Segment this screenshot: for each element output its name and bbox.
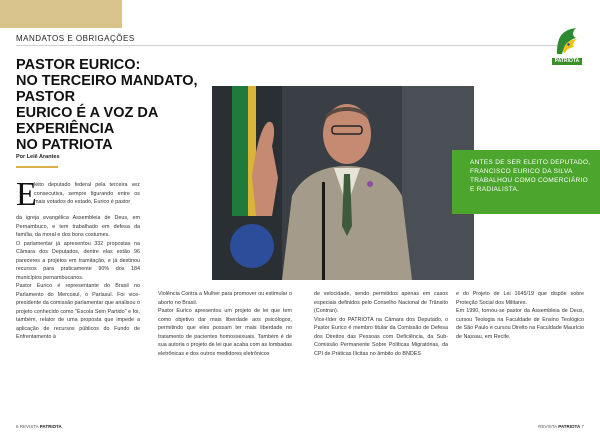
- paragraph: Pastor Eurico é representante do Brasil no Parlamento do Mercosul, o Parlasul. Foi vice-presidente da comissão parlamentar que analisou o projeto conhecido como "Escola Sem Partido" e foi, também, relator de uma proposta que impede a aplicação de recursos públicos do Fundo de Enfrentamento à: [16, 283, 140, 340]
- paragraph: Em 1990, tornou-se pastor da Assembleia de Deus, cursou Teologia na Faculdade de Ensino Teológico de São Paulo e cursou Direito na Faculdade Maurício de Nassau, em Recife.: [456, 308, 584, 340]
- paragraph: Vice-líder do PATRIOTA na Câmara dos Deputado, o Pastor Eurico é membro titular da Comissão de Defesa dos Direitos das Pessoas com Deficiência, da Sub-Comissão Permanente Sobre Políticas Migratórias, da CPI de Práticas Ilícitas no âmbito do BNDES: [314, 316, 448, 357]
- article-title: [16, 57, 206, 153]
- paragraph: Pastor Eurico apresentou um projeto de lei que tem como objetivo dar mais liberdade aos psicólogos, permitindo que eles possam ter mais liberdade no tratamento de pacientes homossexuais. Também é de sua autoria o projeto de lei que acaba com as lombadas eletrônicas e dos outros medidores eletrônicos: [158, 308, 292, 357]
- paragraph: leito deputado federal pela terceira vez consecutiva, sempre figurando entre os mais votados do estado, Eurico é pastor: [34, 182, 140, 205]
- deputy-photo: [212, 86, 474, 280]
- article-column-4: [456, 290, 584, 341]
- article-column-2: [158, 290, 292, 358]
- callout-text: ANTES DE SER ELEITO DEPUTADO, FRANCISCO EURICO DA SILVA TRABALHOU COMO COMERCIÁRIO E RADIALISTA.: [470, 159, 591, 193]
- logo-wordmark: PATRIOTA: [552, 58, 582, 65]
- paragraph: da igreja evangélica Assembleia de Deus, em Pernambuco, e tem trabalhado em defesa da família, da moral e dos bons costumes.: [16, 215, 140, 238]
- flag-logo-icon: [552, 24, 582, 58]
- footer-brand: REVISTA: [538, 424, 557, 429]
- footer-left: [16, 424, 62, 429]
- footer-right: [538, 424, 584, 429]
- section-divider: [16, 45, 572, 46]
- paragraph: e do Projeto de Lei 1645/19 que dispõe sobre Proteção Social dos Militares.: [456, 291, 584, 306]
- byline: Por Leiê Arantes: [16, 154, 60, 160]
- drop-cap: E: [16, 176, 37, 213]
- article-intro: [34, 181, 140, 207]
- title-line: NO PATRIOTA: [16, 137, 113, 153]
- page-number: 6: [16, 424, 19, 429]
- paragraph: Violência Contra a Mulher para promover ou estimular o aborto no Brasil.: [158, 291, 292, 306]
- article-column-1: [16, 214, 140, 342]
- paragraph: de velocidade, sendo permitidos apenas em casos especiais definidos pelo Conselho Nacional de Trânsito (Contran).: [314, 291, 448, 314]
- title-line: EURICO É A VOZ DA EXPERIÊNCIA: [16, 105, 158, 137]
- byline-divider: [16, 166, 58, 168]
- article-column-3: [314, 290, 448, 358]
- title-line: PASTOR EURICO:: [16, 57, 141, 73]
- section-label: MANDATOS E OBRIGAÇÕES: [16, 34, 135, 43]
- page-number: 7: [581, 424, 584, 429]
- footer-brand: REVISTA: [19, 424, 39, 429]
- footer-name: PATRIOTA: [39, 424, 62, 429]
- paragraph: O parlamentar já apresentou 332 propostas na Câmara dos Deputados, dentre elas estão 96 pareceres a projetos em tramitação, e já destinou recursos para praticamente 90% dos 184 municípios pernambucanos.: [16, 240, 140, 281]
- top-accent-bar: [0, 0, 122, 28]
- footer-name: PATRIOTA: [558, 424, 581, 429]
- title-line: NO TERCEIRO MANDATO, PASTOR: [16, 73, 198, 105]
